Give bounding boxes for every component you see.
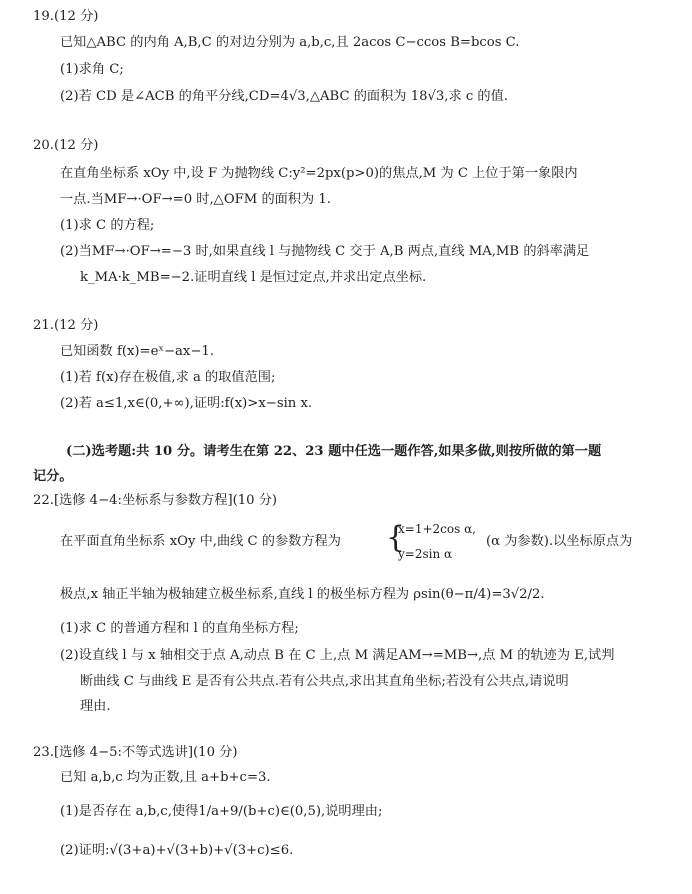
q22-heading: 22.[选修 4−4:坐标系与参数方程](10 分)	[33, 493, 278, 508]
q21-part2: (2)若 a≤1,x∈(0,+∞),证明:f(x)>x−sin x.	[60, 396, 313, 411]
q22-system-row2: y=2sin α	[398, 547, 453, 561]
q21-heading: 21.(12 分)	[33, 318, 99, 333]
q22-stem-line1-post: (α 为参数).以坐标原点为	[486, 534, 633, 549]
q21-stem: 已知函数 f(x)=eˣ−ax−1.	[60, 344, 214, 359]
q22-part2-line2: 断曲线 C 与曲线 E 是否有公共点.若有公共点,求出其直角坐标;若没有公共点,请说明	[80, 674, 569, 689]
q22-brace: {	[386, 520, 406, 555]
q23-part2: (2)证明:√(3+a)+√(3+b)+√(3+c)≤6.	[60, 843, 294, 858]
q20-stem-line2: 一点.当MF→·OF→=0 时,△OFM 的面积为 1.	[60, 192, 331, 207]
q20-heading: 20.(12 分)	[33, 138, 99, 153]
q22-system-row1: x=1+2cos α,	[398, 522, 476, 536]
section-heading-cont: 记分。	[33, 469, 73, 484]
q22-stem-line2: 极点,x 轴正半轴为极轴建立极坐标系,直线 l 的极坐标方程为 ρsin(θ−π/4)=3√2/2.	[60, 587, 545, 602]
q20-part1: (1)求 C 的方程;	[60, 218, 155, 233]
q20-part2-line2: k_MA·k_MB=−2.证明直线 l 是恒过定点,并求出定点坐标.	[80, 270, 427, 285]
q22-part2-line1: (2)设直线 l 与 x 轴相交于点 A,动点 B 在 C 上,点 M 满足AM→=MB→,点 M 的轨迹为 E,试判	[60, 648, 615, 663]
q23-heading: 23.[选修 4−5:不等式选讲](10 分)	[33, 745, 238, 760]
q20-part2-line1: (2)当MF→·OF→=−3 时,如果直线 l 与抛物线 C 交于 A,B 两点,直线 MA,MB 的斜率满足	[60, 244, 590, 259]
q22-part1: (1)求 C 的普通方程和 l 的直角坐标方程;	[60, 621, 299, 636]
q19-part1: (1)求角 C;	[60, 62, 124, 77]
q20-stem-line1: 在直角坐标系 xOy 中,设 F 为抛物线 C:y²=2px(p>0)的焦点,M 为 C 上位于第一象限内	[60, 166, 578, 181]
section-heading: (二)选考题:共 10 分。请考生在第 22、23 题中任选一题作答,如果多做,则按所做的第一题	[66, 444, 602, 459]
q21-part1: (1)若 f(x)存在极值,求 a 的取值范围;	[60, 370, 276, 385]
q22-part2-line3: 理由.	[80, 699, 111, 714]
q19-heading: 19.(12 分)	[33, 9, 99, 24]
q19-stem: 已知△ABC 的内角 A,B,C 的对边分别为 a,b,c,且 2acos C−ccos B=bcos C.	[60, 35, 520, 50]
q23-part1: (1)是否存在 a,b,c,使得1/a+9/(b+c)∈(0,5),说明理由;	[60, 804, 383, 819]
q23-stem: 已知 a,b,c 均为正数,且 a+b+c=3.	[60, 770, 271, 785]
q19-part2: (2)若 CD 是∠ACB 的角平分线,CD=4√3,△ABC 的面积为 18√3,求 c 的值.	[60, 89, 508, 104]
q22-stem-line1-pre: 在平面直角坐标系 xOy 中,曲线 C 的参数方程为	[60, 534, 341, 549]
